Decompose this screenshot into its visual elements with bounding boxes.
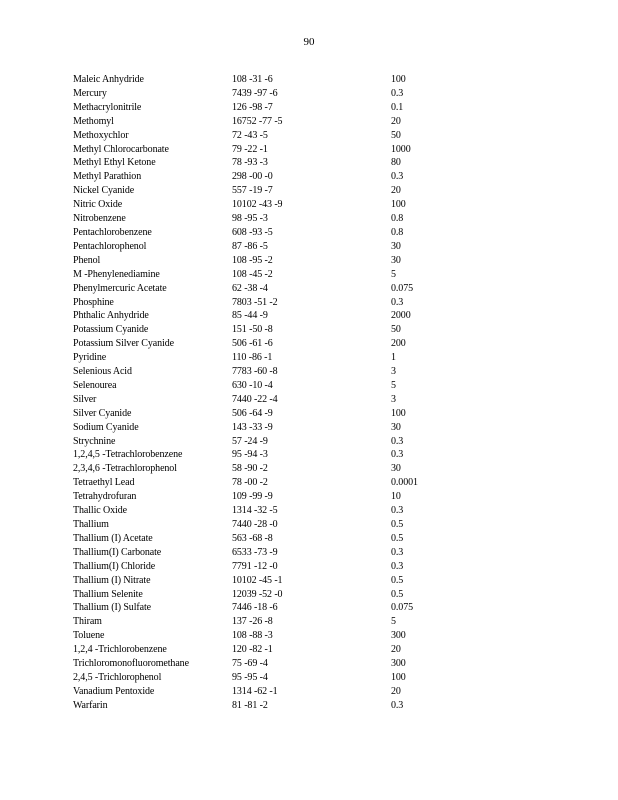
table-row — [73, 184, 553, 198]
table-row — [73, 323, 553, 337]
table-row — [73, 532, 553, 546]
quantity-value-cell: 50 — [391, 129, 401, 141]
cas-number-cell: 298 -00 -0 — [232, 171, 273, 183]
quantity-value-cell: 0.3 — [391, 699, 404, 711]
cas-number-cell: 95 -95 -4 — [232, 671, 268, 683]
table-row — [73, 699, 553, 713]
table-row — [73, 393, 553, 407]
cas-number-cell: 16752 -77 -5 — [232, 115, 283, 127]
table-row — [73, 337, 553, 351]
table-row — [73, 448, 553, 462]
cas-number-cell: 78 -00 -2 — [232, 477, 268, 489]
quantity-value-cell: 5 — [391, 616, 396, 628]
chemical-name-cell: Thiram — [73, 616, 102, 628]
cas-number-cell: 7440 -28 -0 — [232, 519, 278, 530]
cas-number-cell: 506 -61 -6 — [232, 338, 273, 350]
table-row — [73, 435, 553, 449]
quantity-value-cell: 300 — [391, 630, 406, 642]
chemical-name-cell: 1,2,4,5 -Tetrachlorobenzene — [73, 449, 183, 461]
table-row — [73, 546, 553, 560]
quantity-value-cell: 0.8 — [391, 226, 404, 238]
chemical-name-cell: Thallium (I) Acetate — [73, 532, 153, 544]
table-row — [73, 379, 553, 393]
table-row — [73, 240, 553, 254]
chemical-name-cell: Strychnine — [73, 435, 116, 447]
chemical-name-cell: Pentachlorophenol — [73, 240, 147, 252]
chemical-name-cell: Potassium Cyanide — [73, 324, 149, 336]
cas-number-cell: 608 -93 -5 — [232, 226, 273, 238]
table-row — [73, 351, 553, 365]
cas-number-cell: 110 -86 -1 — [232, 352, 273, 364]
chemical-name-cell: Mercury — [73, 87, 107, 99]
cas-number-cell: 72 -43 -5 — [232, 129, 268, 141]
chemical-name-cell: Silver Cyanide — [73, 407, 132, 419]
quantity-value-cell: 100 — [391, 74, 406, 85]
table-row — [73, 365, 553, 379]
table-row — [73, 309, 553, 323]
quantity-value-cell: 0.3 — [391, 505, 404, 517]
quantity-value-cell: 0.075 — [391, 602, 414, 614]
quantity-value-cell: 20 — [391, 685, 401, 697]
cas-number-cell: 137 -26 -8 — [232, 616, 273, 628]
chemical-name-cell: Nitrobenzene — [73, 213, 126, 225]
cas-number-cell: 557 -19 -7 — [232, 185, 273, 197]
quantity-value-cell: 100 — [391, 199, 406, 211]
chemical-name-cell: Pentachlorobenzene — [73, 226, 152, 238]
chemical-name-cell: Pyridine — [73, 352, 107, 364]
chemical-name-cell: 2,4,5 -Trichlorophenol — [73, 671, 162, 683]
table-row — [73, 226, 553, 240]
quantity-value-cell: 0.8 — [391, 213, 404, 225]
chemical-name-cell: Potassium Silver Cyanide — [73, 338, 174, 350]
quantity-value-cell: 200 — [391, 338, 406, 350]
chemical-table — [73, 73, 553, 713]
chemical-name-cell: Warfarin — [73, 699, 108, 711]
table-row — [73, 282, 553, 296]
cas-number-cell: 98 -95 -3 — [232, 213, 268, 225]
cas-number-cell: 7446 -18 -6 — [232, 602, 278, 614]
quantity-value-cell: 0.5 — [391, 588, 404, 600]
chemical-name-cell: Thallium(I) Carbonate — [73, 546, 162, 558]
cas-number-cell: 563 -68 -8 — [232, 532, 273, 544]
cas-number-cell: 108 -95 -2 — [232, 254, 273, 266]
table-row — [73, 101, 553, 115]
chemical-name-cell: Thallium (I) Nitrate — [73, 574, 151, 586]
cas-number-cell: 10102 -45 -1 — [232, 574, 283, 586]
table-row — [73, 407, 553, 421]
cas-number-cell: 126 -98 -7 — [232, 101, 273, 113]
chemical-name-cell: Selenourea — [73, 379, 117, 391]
chemical-name-cell: Phenol — [73, 254, 101, 266]
chemical-name-cell: Toluene — [73, 630, 105, 642]
quantity-value-cell: 5 — [391, 379, 396, 391]
table-row — [73, 490, 553, 504]
quantity-value-cell: 1000 — [391, 143, 411, 155]
table-row — [73, 518, 553, 532]
table-row — [73, 601, 553, 615]
quantity-value-cell: 3 — [391, 366, 396, 378]
table-row — [73, 615, 553, 629]
table-row — [73, 504, 553, 518]
table-row — [73, 143, 553, 157]
chemical-name-cell: Selenious Acid — [73, 366, 132, 378]
quantity-value-cell: 0.3 — [391, 560, 404, 572]
cas-number-cell: 630 -10 -4 — [232, 379, 273, 391]
cas-number-cell: 7803 -51 -2 — [232, 296, 278, 308]
cas-number-cell: 87 -86 -5 — [232, 240, 268, 252]
chemical-name-cell: Maleic Anhydride — [73, 74, 144, 85]
chemical-name-cell: Thallium — [73, 519, 109, 530]
quantity-value-cell: 30 — [391, 421, 401, 433]
cas-number-cell: 151 -50 -8 — [232, 324, 273, 336]
cas-number-cell: 109 -99 -9 — [232, 491, 273, 503]
quantity-value-cell: 100 — [391, 407, 406, 419]
cas-number-cell: 81 -81 -2 — [232, 699, 268, 711]
chemical-name-cell: Methomyl — [73, 115, 114, 127]
chemical-name-cell: Thallium(I) Chloride — [73, 560, 156, 572]
chemical-name-cell: 1,2,4 -Trichlorobenzene — [73, 644, 167, 656]
chemical-name-cell: Vanadium Pentoxide — [73, 685, 155, 697]
quantity-value-cell: 0.5 — [391, 519, 404, 530]
cas-number-cell: 85 -44 -9 — [232, 310, 268, 322]
chemical-name-cell: Trichloromonofluoromethane — [73, 658, 189, 670]
quantity-value-cell: 30 — [391, 254, 401, 266]
table-row — [73, 629, 553, 643]
table-row — [73, 421, 553, 435]
table-row — [73, 87, 553, 101]
quantity-value-cell: 0.1 — [391, 101, 404, 113]
cas-number-cell: 95 -94 -3 — [232, 449, 268, 461]
quantity-value-cell: 50 — [391, 324, 401, 336]
quantity-value-cell: 0.3 — [391, 171, 404, 183]
chemical-name-cell: Nickel Cyanide — [73, 185, 135, 197]
cas-number-cell: 75 -69 -4 — [232, 658, 268, 670]
table-row — [73, 643, 553, 657]
quantity-value-cell: 20 — [391, 644, 401, 656]
cas-number-cell: 62 -38 -4 — [232, 282, 268, 294]
cas-number-cell: 7440 -22 -4 — [232, 393, 278, 405]
cas-number-cell: 108 -88 -3 — [232, 630, 273, 642]
cas-number-cell: 108 -31 -6 — [232, 74, 273, 85]
chemical-name-cell: Methyl Ethyl Ketone — [73, 157, 156, 169]
chemical-name-cell: Tetraethyl Lead — [73, 477, 135, 489]
quantity-value-cell: 80 — [391, 157, 401, 169]
cas-number-cell: 108 -45 -2 — [232, 268, 273, 280]
chemical-name-cell: Nitric Oxide — [73, 199, 123, 211]
table-row — [73, 560, 553, 574]
quantity-value-cell: 0.3 — [391, 296, 404, 308]
cas-number-cell: 78 -93 -3 — [232, 157, 268, 169]
quantity-value-cell: 20 — [391, 115, 401, 127]
quantity-value-cell: 30 — [391, 463, 401, 475]
chemical-name-cell: Sodium Cyanide — [73, 421, 139, 433]
page-number: 90 — [303, 36, 315, 48]
chemical-name-cell: Silver — [73, 393, 97, 405]
chemical-name-cell: Thallic Oxide — [73, 505, 127, 517]
cas-number-cell: 7791 -12 -0 — [232, 560, 278, 572]
quantity-value-cell: 300 — [391, 658, 406, 670]
cas-number-cell: 143 -33 -9 — [232, 421, 273, 433]
chemical-name-cell: Phosphine — [73, 296, 114, 308]
chemical-name-cell: Methoxychlor — [73, 129, 129, 141]
table-row — [73, 685, 553, 699]
table-row — [73, 462, 553, 476]
table-row — [73, 115, 553, 129]
cas-number-cell: 12039 -52 -0 — [232, 588, 283, 600]
chemical-name-cell: Tetrahydrofuran — [73, 491, 137, 503]
chemical-name-cell: Thallium Selenite — [73, 588, 143, 600]
cas-number-cell: 1314 -62 -1 — [232, 685, 278, 697]
quantity-value-cell: 1 — [391, 352, 396, 364]
quantity-value-cell: 5 — [391, 268, 396, 280]
table-row — [73, 476, 553, 490]
table-row — [73, 296, 553, 310]
quantity-value-cell: 3 — [391, 393, 396, 405]
chemical-name-cell: Methacrylonitrile — [73, 101, 142, 113]
table-row — [73, 156, 553, 170]
table-row — [73, 73, 553, 87]
cas-number-cell: 79 -22 -1 — [232, 143, 268, 155]
table-row — [73, 254, 553, 268]
cas-number-cell: 57 -24 -9 — [232, 435, 268, 447]
chemical-name-cell: Methyl Parathion — [73, 171, 142, 183]
quantity-value-cell: 0.3 — [391, 87, 404, 99]
quantity-value-cell: 0.3 — [391, 435, 404, 447]
cas-number-cell: 506 -64 -9 — [232, 407, 273, 419]
chemical-name-cell: Phthalic Anhydride — [73, 310, 149, 322]
table-row — [73, 198, 553, 212]
table-row — [73, 212, 553, 226]
table-row — [73, 657, 553, 671]
quantity-value-cell: 0.5 — [391, 532, 404, 544]
cas-number-cell: 120 -82 -1 — [232, 644, 273, 656]
table-row — [73, 129, 553, 143]
chemical-name-cell: Phenylmercuric Acetate — [73, 282, 167, 294]
quantity-value-cell: 0.075 — [391, 282, 414, 294]
chemical-name-cell: M -Phenylenediamine — [73, 268, 160, 280]
table-row — [73, 574, 553, 588]
cas-number-cell: 10102 -43 -9 — [232, 199, 283, 211]
cas-number-cell: 58 -90 -2 — [232, 463, 268, 475]
quantity-value-cell: 0.0001 — [391, 477, 418, 489]
cas-number-cell: 7783 -60 -8 — [232, 366, 278, 378]
quantity-value-cell: 0.3 — [391, 449, 404, 461]
quantity-value-cell: 2000 — [391, 310, 411, 322]
table-row — [73, 268, 553, 282]
table-row — [73, 170, 553, 184]
cas-number-cell: 7439 -97 -6 — [232, 87, 278, 99]
quantity-value-cell: 0.5 — [391, 574, 404, 586]
cas-number-cell: 6533 -73 -9 — [232, 546, 278, 558]
table-row — [73, 588, 553, 602]
cas-number-cell: 1314 -32 -5 — [232, 505, 278, 517]
chemical-name-cell: Methyl Chlorocarbonate — [73, 143, 169, 155]
quantity-value-cell: 10 — [391, 491, 401, 503]
quantity-value-cell: 100 — [391, 671, 406, 683]
chemical-name-cell: Thallium (I) Sulfate — [73, 602, 151, 614]
chemical-name-cell: 2,3,4,6 -Tetrachlorophenol — [73, 463, 177, 475]
quantity-value-cell: 0.3 — [391, 546, 404, 558]
quantity-value-cell: 30 — [391, 240, 401, 252]
table-row — [73, 671, 553, 685]
quantity-value-cell: 20 — [391, 185, 401, 197]
